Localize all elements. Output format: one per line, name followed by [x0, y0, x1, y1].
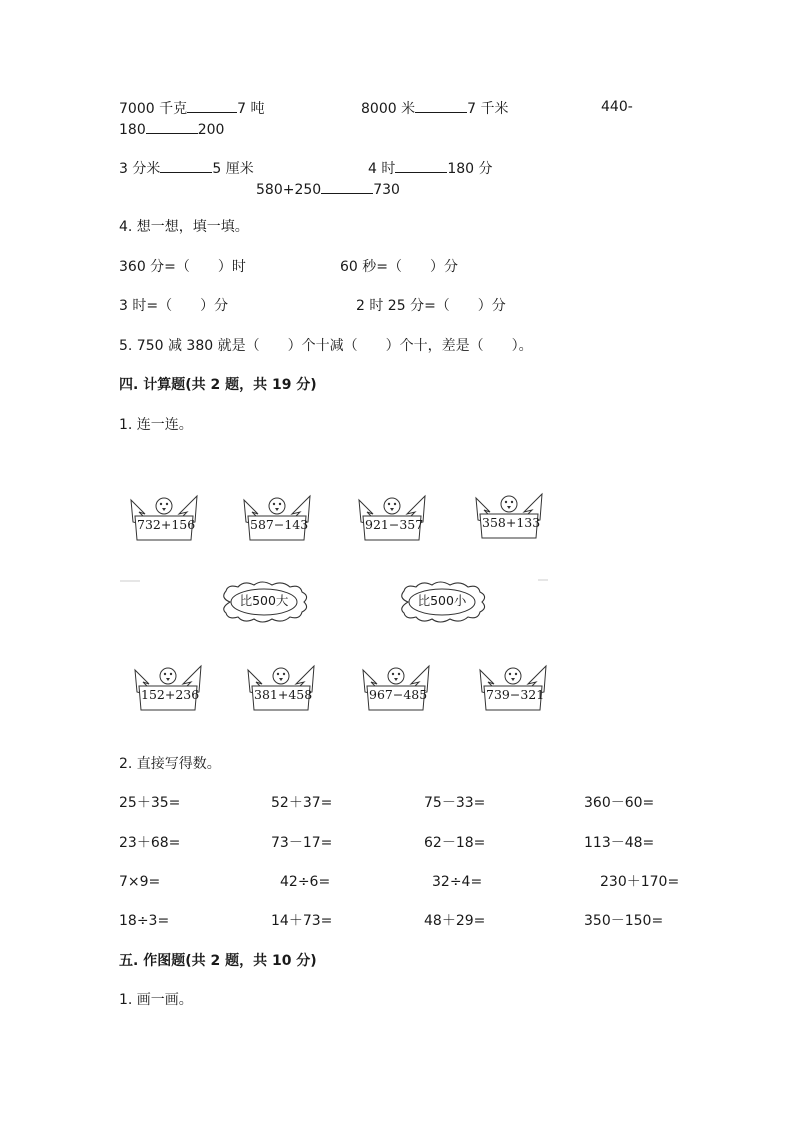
calc-item: 32÷4=	[432, 874, 483, 890]
bird-card[interactable]	[131, 660, 205, 716]
calc-item: 230＋170=	[600, 874, 680, 890]
bird-expression: 739−321	[486, 687, 545, 702]
fill-item: 3 时=（ ）分	[119, 298, 229, 314]
bird-card[interactable]	[355, 490, 429, 546]
bird-expression: 587−143	[250, 517, 309, 532]
calc-question-title: 2. 直接写得数。	[119, 756, 221, 772]
bird-card[interactable]	[127, 490, 201, 546]
calc-item: 18÷3=	[119, 913, 170, 929]
compare-item-2: 8000 米 7 千米	[361, 98, 508, 118]
bird-card[interactable]	[476, 660, 550, 716]
fill-item: 60 秒=（ ）分	[340, 259, 458, 275]
calc-item: 360－60=	[584, 795, 655, 811]
answer-blank[interactable]	[415, 98, 467, 113]
calc-item: 42÷6=	[280, 874, 331, 890]
answer-blank[interactable]	[160, 158, 212, 173]
bird-expression: 732+156	[137, 517, 196, 532]
calc-item: 52＋37=	[271, 795, 333, 811]
calc-item: 62－18=	[424, 835, 486, 851]
cloud-label: 比500小	[417, 593, 467, 608]
calc-item: 48＋29=	[424, 913, 486, 929]
cloud-target[interactable]	[216, 580, 312, 624]
bird-expression: 381+458	[254, 687, 313, 702]
calc-item: 113－48=	[584, 835, 655, 851]
compare-item-5: 4 时 180 分	[368, 158, 493, 178]
question-5: 5. 750 减 380 就是（ ）个十减（ ）个十，差是（ ）。	[119, 338, 533, 354]
section-4-title: 四. 计算题(共 2 题，共 19 分)	[119, 377, 317, 393]
draw-question-title: 1. 画一画。	[119, 992, 193, 1008]
bird-expression: 152+236	[141, 687, 200, 702]
compare-item-4: 3 分米 5 厘米	[119, 158, 254, 178]
bird-card[interactable]	[472, 488, 546, 544]
calc-item: 73－17=	[271, 835, 333, 851]
answer-blank[interactable]	[321, 179, 373, 194]
bird-card[interactable]	[359, 660, 433, 716]
compare-item-6: 580+250 730	[256, 179, 400, 199]
bird-expression: 358+133	[482, 515, 541, 530]
bird-card[interactable]	[244, 660, 318, 716]
bird-card[interactable]	[240, 490, 314, 546]
question-4-title: 4. 想一想，填一填。	[119, 219, 249, 235]
connect-question-title: 1. 连一连。	[119, 417, 193, 433]
section-5-title: 五. 作图题(共 2 题，共 10 分)	[119, 953, 317, 969]
answer-blank[interactable]	[187, 98, 237, 113]
compare-item-3-end: 180 200	[119, 119, 224, 139]
compare-item-1: 7000 千克 7 吨	[119, 98, 264, 118]
calc-item: 350－150=	[584, 913, 664, 929]
calc-item: 23＋68=	[119, 835, 181, 851]
compare-item-3-start: 440-	[601, 99, 633, 115]
answer-blank[interactable]	[146, 119, 198, 134]
cloud-target[interactable]	[394, 580, 490, 624]
calc-item: 7×9=	[119, 874, 161, 890]
fill-item: 2 时 25 分=（ ）分	[356, 298, 506, 314]
calc-item: 75－33=	[424, 795, 486, 811]
fill-item: 360 分=（ ）时	[119, 259, 246, 275]
bird-expression: 967−485	[369, 687, 428, 702]
calc-item: 14＋73=	[271, 913, 333, 929]
bird-expression: 921−357	[365, 517, 424, 532]
calc-item: 25＋35=	[119, 795, 181, 811]
answer-blank[interactable]	[395, 158, 447, 173]
cloud-label: 比500大	[239, 593, 289, 608]
